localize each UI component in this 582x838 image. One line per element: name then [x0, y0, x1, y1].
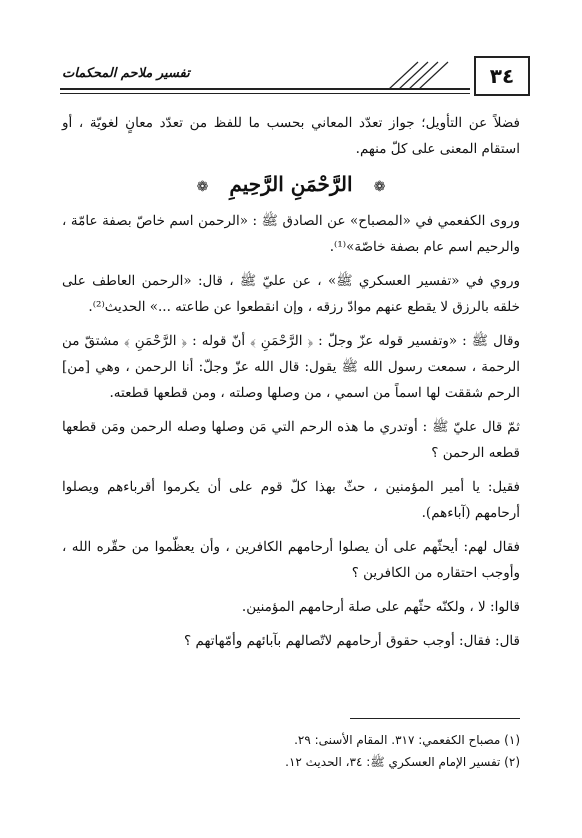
page-header: [60, 56, 530, 96]
paragraph-7: فقال لهم: أيحثّهم على أن يصلوا أرحامهم الكافرين ، وأن يعظّموا من حقّره الله ، وأوجب احتقاره من الكافرين ؟: [62, 539, 520, 581]
paragraph-6: فقيل: يا أمير المؤمنين ، حثّ بهذا كلّ قوم على أن يكرموا أقرباءهم ويصلوا أرحامهم (آباءهم).: [62, 479, 520, 521]
header-rule-thin: [60, 93, 470, 94]
paragraph-5: ثمّ قال عليّ ﷺ : أوتدري ما هذه الرحم التي مَن وصلها وصله الرحمن ومَن قطعها قطعه الرحمن ؟: [62, 419, 520, 461]
footnote-2: (٢) تفسير الإمام العسكري ﷺ: ٣٤، الحديث ١٢.: [285, 755, 520, 769]
paragraph-4: وقال ﷺ : «وتفسير قوله عزّ وجلّ : ﴿ الرَّحْمَنِ ﴾ أنّ قوله : ﴿ الرَّحْمَنِ ﴾ مشتقّ من الرحمة ، سمعت رسول الله ﷺ يقول: قال الله عزّ وجلّ: أنا الرحمن ، وهي [من] الرحم شققت لها اسماً من اسمي ، من وصلها وصلته ، ومن قطعها قطعته.: [62, 333, 520, 401]
page-number: ٣٤: [474, 56, 530, 96]
footnotes: [62, 718, 520, 773]
paragraph-3: وروي في «تفسير العسكري ﷺ» ، عن عليّ ﷺ ، قال: «الرحمن العاطف على خلقه بالرزق لا يقطع عنهم موادّ رزقه ، وإن انقطعوا عن طاعته ...» الحديث⁽²⁾.: [62, 273, 520, 315]
book-title: تفسير ملاحم المحكمات: [62, 66, 190, 81]
basmala-text: الرَّحْمَنِ الرَّحِيمِ: [229, 172, 353, 196]
ornament-left-icon: ❁: [196, 178, 209, 195]
paragraph-1: فضلاً عن التأويل؛ جواز تعدّد المعاني بحسب ما للفظ من تعدّد معانٍ لغويّة ، أو استقام المعنى على كلّ منهم.: [62, 115, 520, 157]
basmala-heading: [62, 170, 520, 198]
footnote-rule: [350, 718, 520, 719]
paragraph-2: وروى الكفعمي في «المصباح» عن الصادق ﷺ : «الرحمن اسم خاصّ بصفة عامّة ، والرحيم اسم عام بصفة خاصّة»⁽¹⁾.: [62, 213, 520, 255]
paragraph-9: قال: فقال: أوجب حقوق أرحامهم لاتّصالهم بآبائهم وأمّهاتهم ؟: [184, 633, 520, 649]
ornament-right-icon: ❁: [373, 178, 386, 195]
paragraph-8: قالوا: لا ، ولكنّه حثّهم على صلة أرحامهم المؤمنين.: [241, 599, 520, 615]
footnote-1: (١) مصباح الكفعمي: ٣١٧. المقام الأسنى: ٢٩.: [294, 733, 520, 747]
header-ornament: [378, 60, 468, 90]
main-text: [62, 110, 520, 662]
header-rule: [60, 88, 470, 90]
